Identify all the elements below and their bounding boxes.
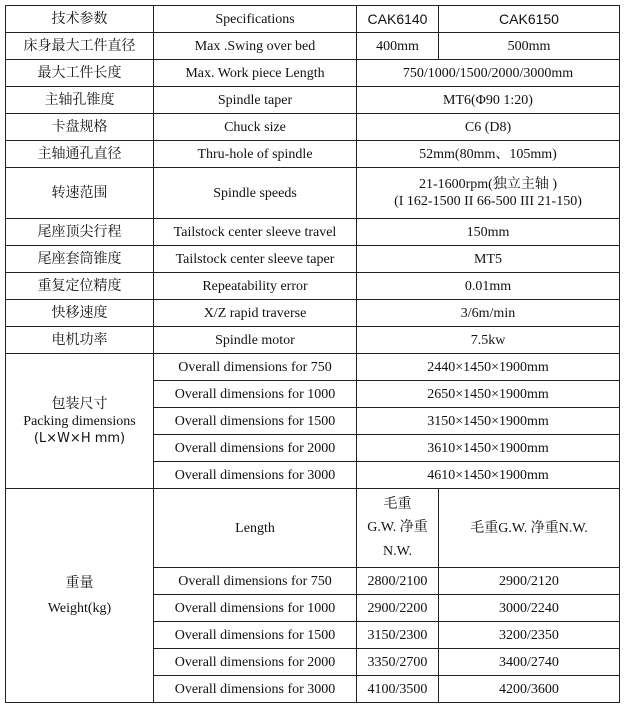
row-label-zh: 电机功率: [6, 327, 154, 354]
row-label-zh: 主轴孔锥度: [6, 87, 154, 114]
weight-item-name: Overall dimensions for 1000: [154, 595, 357, 622]
weight-item-value-a: 2800/2100: [357, 568, 439, 595]
row-label-en: Thru-hole of spindle: [154, 141, 357, 168]
model-b-header: CAK6150: [439, 6, 620, 33]
table-row: [6, 219, 620, 246]
row-label-en: X/Z rapid traverse: [154, 300, 357, 327]
row-value: C6 (D8): [357, 114, 620, 141]
weight-item-name: Overall dimensions for 2000: [154, 649, 357, 676]
row-label-en: Chuck size: [154, 114, 357, 141]
table-row: [6, 33, 620, 60]
packing-row: [6, 354, 620, 381]
weight-item-name: Overall dimensions for 1500: [154, 622, 357, 649]
packing-item-value: 3610×1450×1900mm: [357, 435, 620, 462]
row-label-en: Max. Work piece Length: [154, 60, 357, 87]
row-value: MT5: [357, 246, 620, 273]
table-row: [6, 327, 620, 354]
row-label-en: Spindle speeds: [154, 168, 357, 219]
weight-col-a-line1: 毛重: [383, 496, 412, 512]
packing-item-value: 4610×1450×1900mm: [357, 462, 620, 489]
weight-item-name: Overall dimensions for 3000: [154, 676, 357, 703]
param-header-en: Specifications: [154, 6, 357, 33]
row-value: 7.5kw: [357, 327, 620, 354]
weight-col-a-line2: G.W. 净重: [367, 520, 428, 535]
packing-item-name: Overall dimensions for 750: [154, 354, 357, 381]
row-value: 52mm(80mm、105mm): [357, 141, 620, 168]
table-row: [6, 300, 620, 327]
weight-col-b-header: 毛重G.W. 净重N.W.: [439, 489, 620, 568]
param-header-zh: 技术参数: [6, 6, 154, 33]
speed-range-line: 21-1600rpm(独立主轴 ): [418, 177, 558, 192]
weight-item-value-a: 2900/2200: [357, 595, 439, 622]
weight-item-value-b: 3000/2240: [439, 595, 620, 622]
table-row: [6, 141, 620, 168]
packing-item-value: 3150×1450×1900mm: [357, 408, 620, 435]
speed-gears-line: (I 162-1500 II 66-500 III 21-150): [394, 194, 582, 209]
row-label-en: Repeatability error: [154, 273, 357, 300]
row-label-en: Spindle taper: [154, 87, 357, 114]
row-value: MT6(Φ90 1:20): [357, 87, 620, 114]
packing-label-zh: 包装尺寸: [51, 395, 108, 412]
weight-item-value-b: 4200/3600: [439, 676, 620, 703]
row-value: 750/1000/1500/2000/3000mm: [357, 60, 620, 87]
packing-label: [6, 354, 154, 489]
row-value: 150mm: [357, 219, 620, 246]
weight-item-value-b: 3400/2740: [439, 649, 620, 676]
weight-item-value-a: 4100/3500: [357, 676, 439, 703]
row-label-zh: 尾座套筒锥度: [6, 246, 154, 273]
row-value-b: 500mm: [439, 33, 620, 60]
model-a-header: CAK6140: [357, 6, 439, 33]
weight-item-name: Overall dimensions for 750: [154, 568, 357, 595]
spec-table: [5, 5, 620, 703]
row-label-zh: 转速范围: [6, 168, 154, 219]
weight-label-zh: 重量: [65, 574, 94, 591]
table-row: [6, 273, 620, 300]
row-value: [357, 168, 620, 219]
packing-item-value: 2440×1450×1900mm: [357, 354, 620, 381]
packing-label-unit: (L×W×H mm): [33, 430, 126, 446]
weight-col-a-line3: N.W.: [382, 544, 413, 559]
packing-item-name: Overall dimensions for 1500: [154, 408, 357, 435]
table-row: [6, 168, 620, 219]
packing-label-en: Packing dimensions: [23, 413, 136, 429]
row-label-en: Tailstock center sleeve travel: [154, 219, 357, 246]
header-row: [6, 6, 620, 33]
row-value: 0.01mm: [357, 273, 620, 300]
weight-length-header: Length: [154, 489, 357, 568]
row-label-en: Tailstock center sleeve taper: [154, 246, 357, 273]
weight-item-value-a: 3150/2300: [357, 622, 439, 649]
row-value: 3/6m/min: [357, 300, 620, 327]
weight-item-value-b: 3200/2350: [439, 622, 620, 649]
row-label-en: Spindle motor: [154, 327, 357, 354]
row-label-zh: 主轴通孔直径: [6, 141, 154, 168]
row-label-zh: 重复定位精度: [6, 273, 154, 300]
row-label-zh: 卡盘规格: [6, 114, 154, 141]
weight-item-value-b: 2900/2120: [439, 568, 620, 595]
weight-col-a-header: [357, 489, 439, 568]
row-label-zh: 床身最大工件直径: [6, 33, 154, 60]
weight-label-en: Weight(kg): [47, 600, 112, 616]
table-row: [6, 60, 620, 87]
row-label-zh: 尾座顶尖行程: [6, 219, 154, 246]
packing-item-name: Overall dimensions for 1000: [154, 381, 357, 408]
packing-item-name: Overall dimensions for 2000: [154, 435, 357, 462]
table-row: [6, 114, 620, 141]
row-label-en: Max .Swing over bed: [154, 33, 357, 60]
row-label-zh: 快移速度: [6, 300, 154, 327]
packing-item-value: 2650×1450×1900mm: [357, 381, 620, 408]
packing-item-name: Overall dimensions for 3000: [154, 462, 357, 489]
weight-item-value-a: 3350/2700: [357, 649, 439, 676]
row-value-a: 400mm: [357, 33, 439, 60]
table-row: [6, 246, 620, 273]
row-label-zh: 最大工件长度: [6, 60, 154, 87]
weight-header-row: [6, 489, 620, 568]
weight-label: [6, 489, 154, 703]
table-row: [6, 87, 620, 114]
